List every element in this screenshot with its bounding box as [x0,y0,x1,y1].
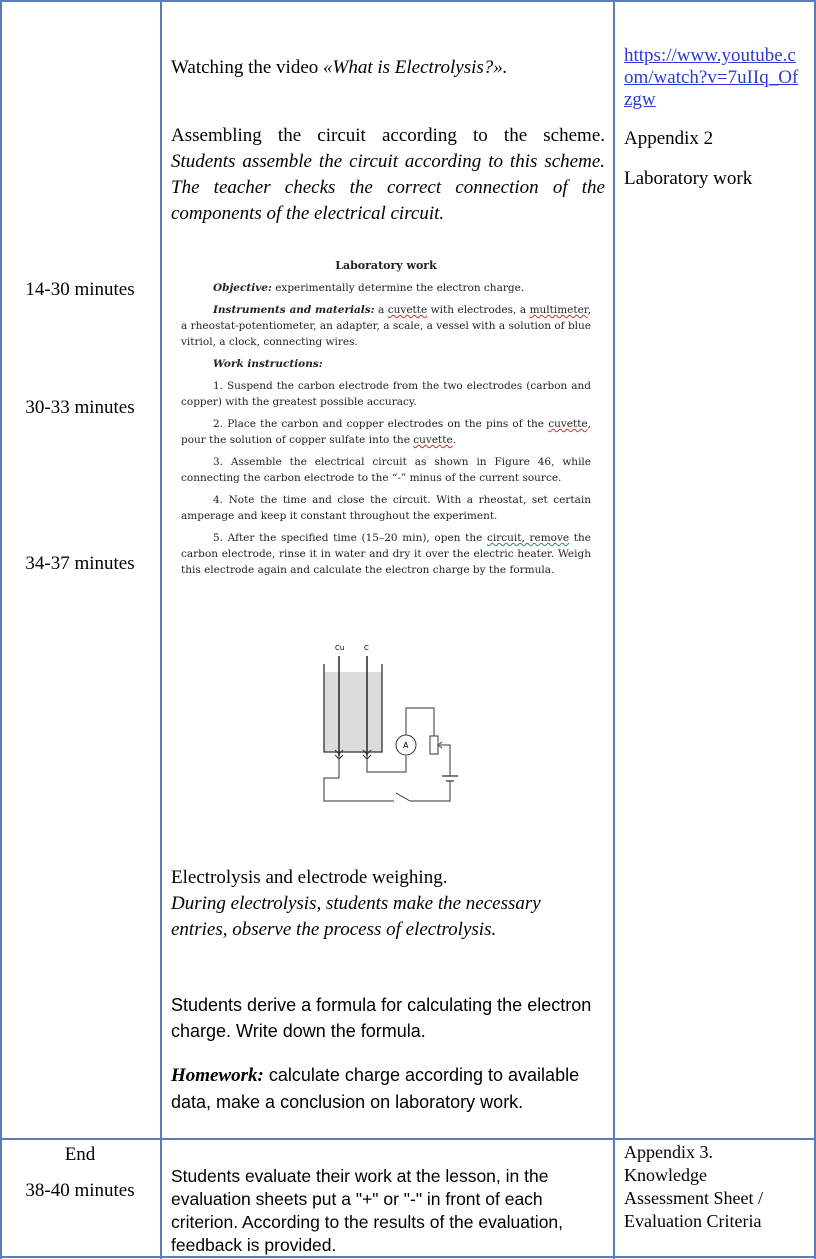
wire-battery-switch [410,781,450,801]
switch [396,793,410,801]
laboratory-work-ref: Laboratory work [624,168,753,189]
time-34-37: 34-37 minutes [25,553,135,574]
time-end-label: End [64,1144,96,1165]
lab-step-3: 3. Assemble the electrical circuit as shown in Figure 46, while connecting the carbon electrode to the “-” minus of the current source. [181,456,591,484]
rheostat [430,736,438,754]
rheostat-slider [438,742,450,776]
fig-label-c: C [364,644,369,652]
vessel-solution [324,672,382,752]
lab-step-4: 4. Note the time and close the circuit. With a rheostat, set certain amperage and keep it constant throughout the experiment. [181,494,591,522]
battery [442,776,458,781]
lab-step-2: 2. Place the carbon and copper electrodes on the pins of the cuvette, pour the solution of copper sulfate into the cuvette. [181,418,591,446]
wire-c-to-ammeter [367,756,406,772]
lab-step-5: 5. After the specified time (15–20 min), open the circuit, remove the carbon electrode, rinse it in water and dry it over the electric heater. Weigh this electrode again and calculate the electron charge by the formula. [181,532,591,576]
activity-assemble: Assembling the circuit according to the scheme. Students assemble the circuit according to this scheme. The teacher checks the correct connection of the components of the electrical circuit. [171,125,605,224]
activity-homework: Homework: calculate charge according to available data, make a conclusion on laboratory work. [171,1065,580,1112]
lab-work-label: Work instructions: [213,358,323,370]
activity-video: Watching the video «What is Electrolysis?». [171,57,508,78]
table-border-top [0,0,816,2]
circuit-diagram [318,638,468,808]
fig-label-ammeter: A [403,741,409,750]
lab-title: Laboratory work [335,259,437,272]
video-title: «What is Electrolysis?». [323,57,508,78]
time-30-33: 30-33 minutes [25,397,135,418]
appendix-3: Appendix 3. Knowledge Assessment Sheet / Evaluation Criteria [624,1142,763,1231]
activity-electrolysis: Electrolysis and electrode weighing. During electrolysis, students make the necessary entries, observe the process of electrolysis. [171,867,541,940]
wire-switch-cu [324,756,394,801]
lab-work-sheet [181,258,591,584]
time-38-40: 38-40 minutes [25,1180,135,1201]
lab-instruments: Instruments and materials: a cuvette with electrodes, a multimeter, a rheostat-potentiometer, an adapter, a scale, a vessel with a solution of blue vitriol, a clock, connecting wires. [181,304,592,348]
fig-label-cu: Cu [335,644,345,652]
appendix-2: Appendix 2 [624,128,714,149]
video-link[interactable]: https://www.youtube.c om/watch?v=7uIIq_Of zgw [624,45,799,110]
activity-evaluate: Students evaluate their work at the lesson, in the evaluation sheets put a "+" or "-" in front of each criterion. According to the results of the evaluation, feedback is provided. [171,1166,564,1255]
lab-objective: Objective: experimentally determine the electron charge. [213,282,525,294]
activity-derive: Students derive a formula for calculating the electron charge. Write down the formula. [171,995,592,1041]
table-row-divider [0,1138,816,1140]
wire-ammeter-top [406,708,434,736]
table-divider-1 [160,0,162,1259]
lab-step-1: 1. Suspend the carbon electrode from the two electrodes (carbon and copper) with the greatest possible accuracy. [181,380,591,408]
table-border-left [0,0,2,1259]
time-14-30: 14-30 minutes [25,279,135,300]
table-divider-2 [613,0,615,1259]
